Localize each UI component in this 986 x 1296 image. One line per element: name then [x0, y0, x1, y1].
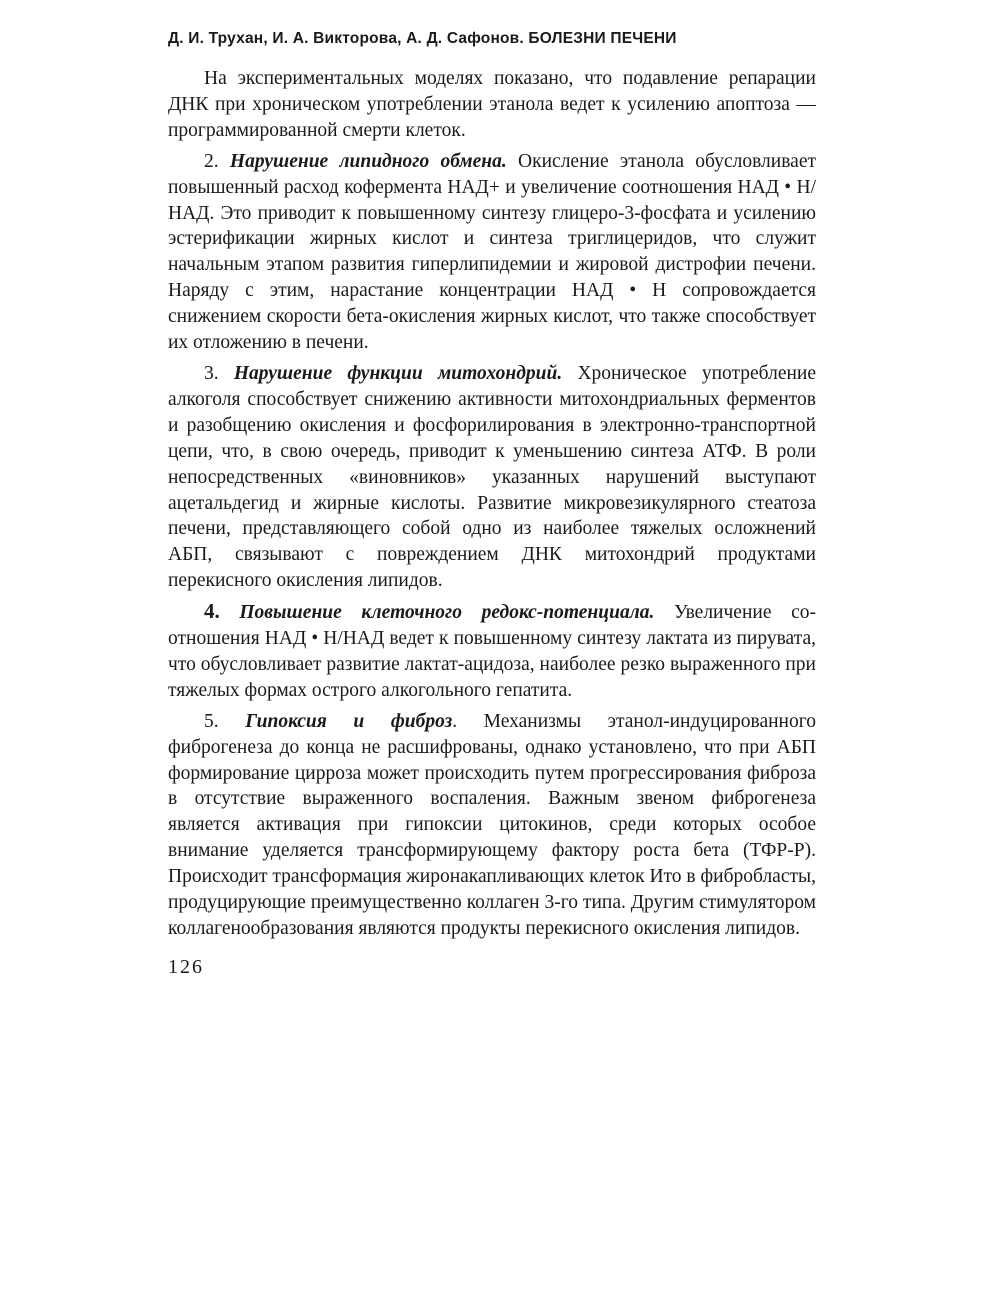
- book-page: [168, 30, 816, 979]
- paragraph-text: Окисление этанола обусловливает повышенный расход кофермента НАД+ и увеличение соотношения НАД • Н/НАД. Это приводит к повышенному синтезу глицеро-3-фосфата и усилению эстерификации жирных кислот и синтеза триглицеридов, что служит начальным этапом развития гиперлипидемии и жировой дистрофии печени. Наряду с этим, нарастание концентрации НАД • Н сопровождается снижением скорости бета-окисления жирных кислот, что также способствует их отложению в печени.: [168, 150, 817, 354]
- paragraph-title: Гипоксия и фиброз: [245, 710, 453, 732]
- paragraph-text: На экспериментальных моделях показано, что подавление репарации ДНК при хроническом употреблении этанола ведет к усилению апоптоза — программированной смерти клеток.: [168, 68, 816, 141]
- paragraph-text: . Механизмы этанол-индуцированного фиброгенеза до конца не расшифрованы, однако установлено, что при АБП формирование цирроза может происходить путем прогрессирования фиброза в отсутствие выраженного воспаления. Важным звеном фиброгенеза является активация при гипоксии цитокинов, среди которых особое внимание уделяется трансформирующему фактору роста бета (ТФР-Р). Происходит трансформация жиронакапливающих клеток Ито в фибробласты, продуцирующие преимущественно коллаген 3-го типа. Другим стимулятором коллагенообразования являются продукты перекисного окисления липидов.: [168, 710, 816, 939]
- paragraph-intro: [168, 66, 816, 144]
- body-text: [168, 66, 816, 942]
- running-header: Д. И. Трухан, И. А. Викторова, А. Д. Сафонов. БОЛЕЗНИ ПЕЧЕНИ: [168, 30, 677, 47]
- paragraph-number: 3.: [204, 362, 219, 384]
- paragraph-number: 2.: [204, 150, 219, 172]
- paragraph-number: 4.: [204, 599, 220, 624]
- paragraph-text: Увеличение соотношения НАД • Н/НАД ведет к повышенному синтезу лактата из пирувата, что обусловливает развитие лактат-ацидоза, наиболее резко выраженного при тяжелых формах острого алкогольного гепатита.: [168, 602, 817, 701]
- paragraph-hypoxia-fibrosis: [168, 709, 816, 942]
- paragraph-lipid-metabolism: [168, 149, 816, 356]
- paragraph-text: Хроническое употребление алкоголя способствует снижению активности митохондриальных ферментов и разобщению окисления и фосфорилирования в электронно-транспортной цепи, что, в свою очередь, приводит к уменьшению синтеза АТФ. В роли непосредственных «виновников» указанных нарушений выступают ацетальдегид и жирные кислоты. Развитие микровезикулярного стеатоза печени, представляющего собой одно из наиболее тяжелых осложнений АБП, связывают с повреждением ДНК митохондрий продуктами перекисного окисления липидов.: [168, 362, 817, 592]
- paragraph-redox-potential: [168, 599, 816, 704]
- paragraph-mitochondria: [168, 361, 816, 594]
- page-number: 126: [168, 955, 204, 978]
- paragraph-number: 5.: [204, 710, 219, 732]
- paragraph-title: Повышение клеточного редокс-потенциала.: [239, 602, 655, 624]
- paragraph-title: Нарушение липидного обмена.: [229, 150, 507, 172]
- paragraph-title: Нарушение функции митохондрий.: [233, 362, 563, 384]
